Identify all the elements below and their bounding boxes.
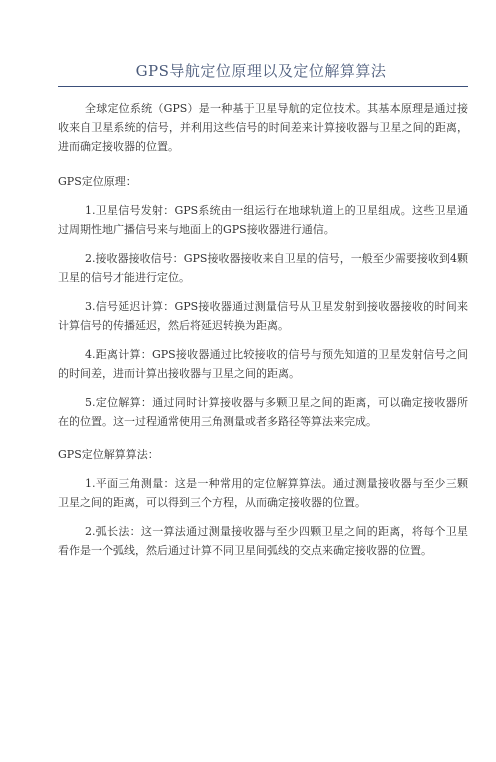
principle-item-4: 4.距离计算：GPS接收器通过比较接收的信号与预先知道的卫星发射信号之间的时间差，进而计算出接收器与卫星之间的距离。 — [58, 348, 468, 380]
section-heading-principle: GPS定位原理： — [58, 175, 137, 188]
intro-paragraph: 全球定位系统（GPS）是一种基于卫星导航的定位技术。其基本原理是通过接收来自卫星系统的信号，并利用这些信号的时间差来计算接收器与卫星之间的距离，进而确定接收器的位置。 — [58, 102, 468, 153]
section-heading-algorithm: GPS定位解算算法： — [58, 448, 159, 461]
algorithm-item-1: 1.平面三角测量：这是一种常用的定位解算算法。通过测量接收器与至少三颗卫星之间的距离，可以得到三个方程，从而确定接收器的位置。 — [58, 477, 468, 509]
document-page — [0, 60, 496, 762]
principle-item-5: 5.定位解算：通过同时计算接收器与多颗卫星之间的距离，可以确定接收器所在的位置。这一过程通常使用三角测量或者多路径等算法来完成。 — [58, 396, 468, 428]
algorithm-item-2: 2.弧长法：这一算法通过测量接收器与至少四颗卫星之间的距离，将每个卫星看作是一个弧线，然后通过计算不同卫星间弧线的交点来确定接收器的位置。 — [58, 525, 468, 557]
principle-item-2: 2.接收器接收信号：GPS接收器接收来自卫星的信号，一般至少需要接收到4颗卫星的信号才能进行定位。 — [58, 252, 468, 284]
principle-item-1: 1.卫星信号发射：GPS系统由一组运行在地球轨道上的卫星组成。这些卫星通过周期性地广播信号来与地面上的GPS接收器进行通信。 — [58, 204, 468, 236]
title-underline — [58, 86, 468, 87]
principle-item-3: 3.信号延迟计算：GPS接收器通过测量信号从卫星发射到接收器接收的时间来计算信号的传播延迟，然后将延迟转换为距离。 — [58, 300, 468, 332]
document-title: GPS导航定位原理以及定位解算算法 — [135, 62, 387, 80]
